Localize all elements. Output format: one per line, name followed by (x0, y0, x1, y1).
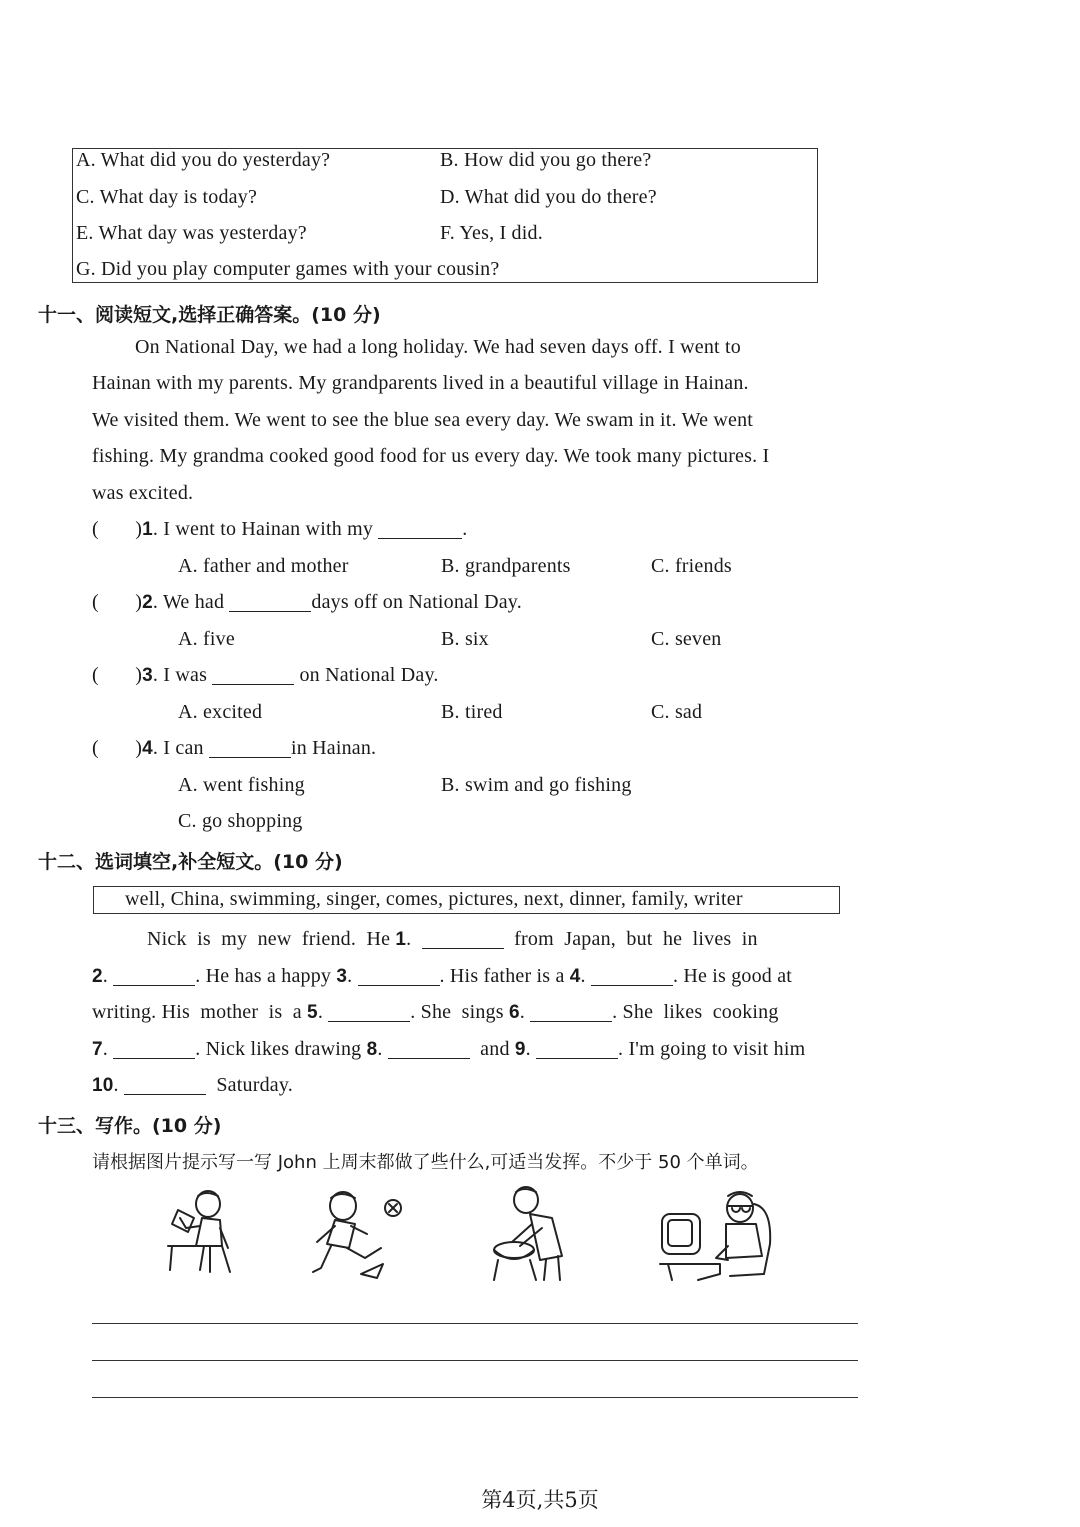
option-f: F. Yes, I did. (440, 222, 543, 244)
writing-line-2[interactable] (92, 1360, 858, 1361)
answer-blank[interactable] (212, 664, 294, 685)
q1-option-c: C. friends (651, 555, 732, 577)
q2-option-a: A. five (178, 628, 235, 650)
answer-paren[interactable]: ( ) (92, 737, 143, 759)
q4-option-c: C. go shopping (178, 810, 303, 832)
q4-option-a: A. went fishing (178, 774, 305, 796)
boy-watching-tv-picture (658, 1184, 784, 1284)
boy-reading-picture (160, 1188, 242, 1280)
cloze-blank[interactable] (358, 965, 440, 986)
cloze-blank[interactable] (422, 928, 504, 949)
passage-line-1: On National Day, we had a long holiday. We had seven days off. I went to (135, 336, 741, 358)
q2-option-c: C. seven (651, 628, 722, 650)
answer-paren[interactable]: ( ) (92, 518, 143, 540)
cloze-line-3: writing. His mother is a 5. . She sings 6. . She likes cooking (92, 1001, 779, 1023)
option-d: D. What did you do there? (440, 186, 657, 208)
cloze-blank[interactable] (113, 965, 195, 986)
q1-option-b: B. grandparents (441, 555, 571, 577)
option-a: A. What did you do yesterday? (76, 149, 331, 171)
cloze-blank[interactable] (328, 1001, 410, 1022)
option-e: E. What day was yesterday? (76, 222, 307, 244)
passage-line-5: was excited. (92, 482, 194, 504)
section-12-title: 十二、选词填空,补全短文。(10 分) (38, 851, 343, 873)
question-number: 1 (142, 519, 153, 540)
section-13-title: 十三、写作。(10 分) (38, 1115, 222, 1137)
answer-blank[interactable] (229, 591, 311, 612)
question-number: 3 (142, 665, 153, 686)
option-b: B. How did you go there? (440, 149, 652, 171)
answer-blank[interactable] (378, 518, 462, 539)
cloze-line-5: 10. Saturday. (92, 1074, 293, 1096)
boy-washing-picture (490, 1184, 572, 1284)
option-g: G. Did you play computer games with your cousin? (76, 258, 500, 280)
cloze-line-1: Nick is my new friend. He 1. from Japan, but he lives in (147, 928, 758, 950)
question-number: 4 (142, 738, 153, 759)
cloze-blank[interactable] (536, 1038, 618, 1059)
q4-option-b: B. swim and go fishing (441, 774, 632, 796)
question-number: 2 (142, 592, 153, 613)
writing-line-1[interactable] (92, 1323, 858, 1324)
writing-instruction: 请根据图片提示写一写 John 上周末都做了些什么,可适当发挥。不少于 50 个单词。 (92, 1152, 759, 1173)
question-4: ( )4. I can in Hainan. (92, 737, 377, 759)
writing-line-3[interactable] (92, 1397, 858, 1398)
cloze-blank[interactable] (124, 1074, 206, 1095)
passage-line-2: Hainan with my parents. My grandparents lived in a beautiful village in Hainan. (92, 372, 749, 394)
option-c: C. What day is today? (76, 186, 258, 208)
cloze-blank[interactable] (388, 1038, 470, 1059)
cloze-blank[interactable] (113, 1038, 195, 1059)
cloze-line-4: 7. . Nick likes drawing 8. and 9. . I'm going to visit him (92, 1038, 806, 1060)
cloze-blank[interactable] (530, 1001, 612, 1022)
question-1: ( )1. I went to Hainan with my . (92, 518, 468, 540)
q3-option-a: A. excited (178, 701, 263, 723)
answer-paren[interactable]: ( ) (92, 664, 143, 686)
word-bank: well, China, swimming, singer, comes, pictures, next, dinner, family, writer (125, 888, 743, 910)
passage-line-4: fishing. My grandma cooked good food for us every day. We took many pictures. I (92, 445, 770, 467)
question-3: ( )3. I was on National Day. (92, 664, 439, 686)
q2-option-b: B. six (441, 628, 489, 650)
answer-paren[interactable]: ( ) (92, 591, 143, 613)
q3-option-b: B. tired (441, 701, 503, 723)
cloze-blank[interactable] (591, 965, 673, 986)
q3-option-c: C. sad (651, 701, 703, 723)
section-11-title: 十一、阅读短文,选择正确答案。(10 分) (38, 304, 381, 326)
answer-blank[interactable] (209, 737, 291, 758)
page-number: 第4页,共5页 (481, 1488, 599, 1512)
passage-line-3: We visited them. We went to see the blue sea every day. We swam in it. We went (92, 409, 754, 431)
boy-football-picture (305, 1186, 405, 1282)
question-2: ( )2. We had days off on National Day. (92, 591, 522, 613)
q1-option-a: A. father and mother (178, 555, 349, 577)
cloze-line-2: 2. . He has a happy 3. . His father is a 4. . He is good at (92, 965, 793, 987)
